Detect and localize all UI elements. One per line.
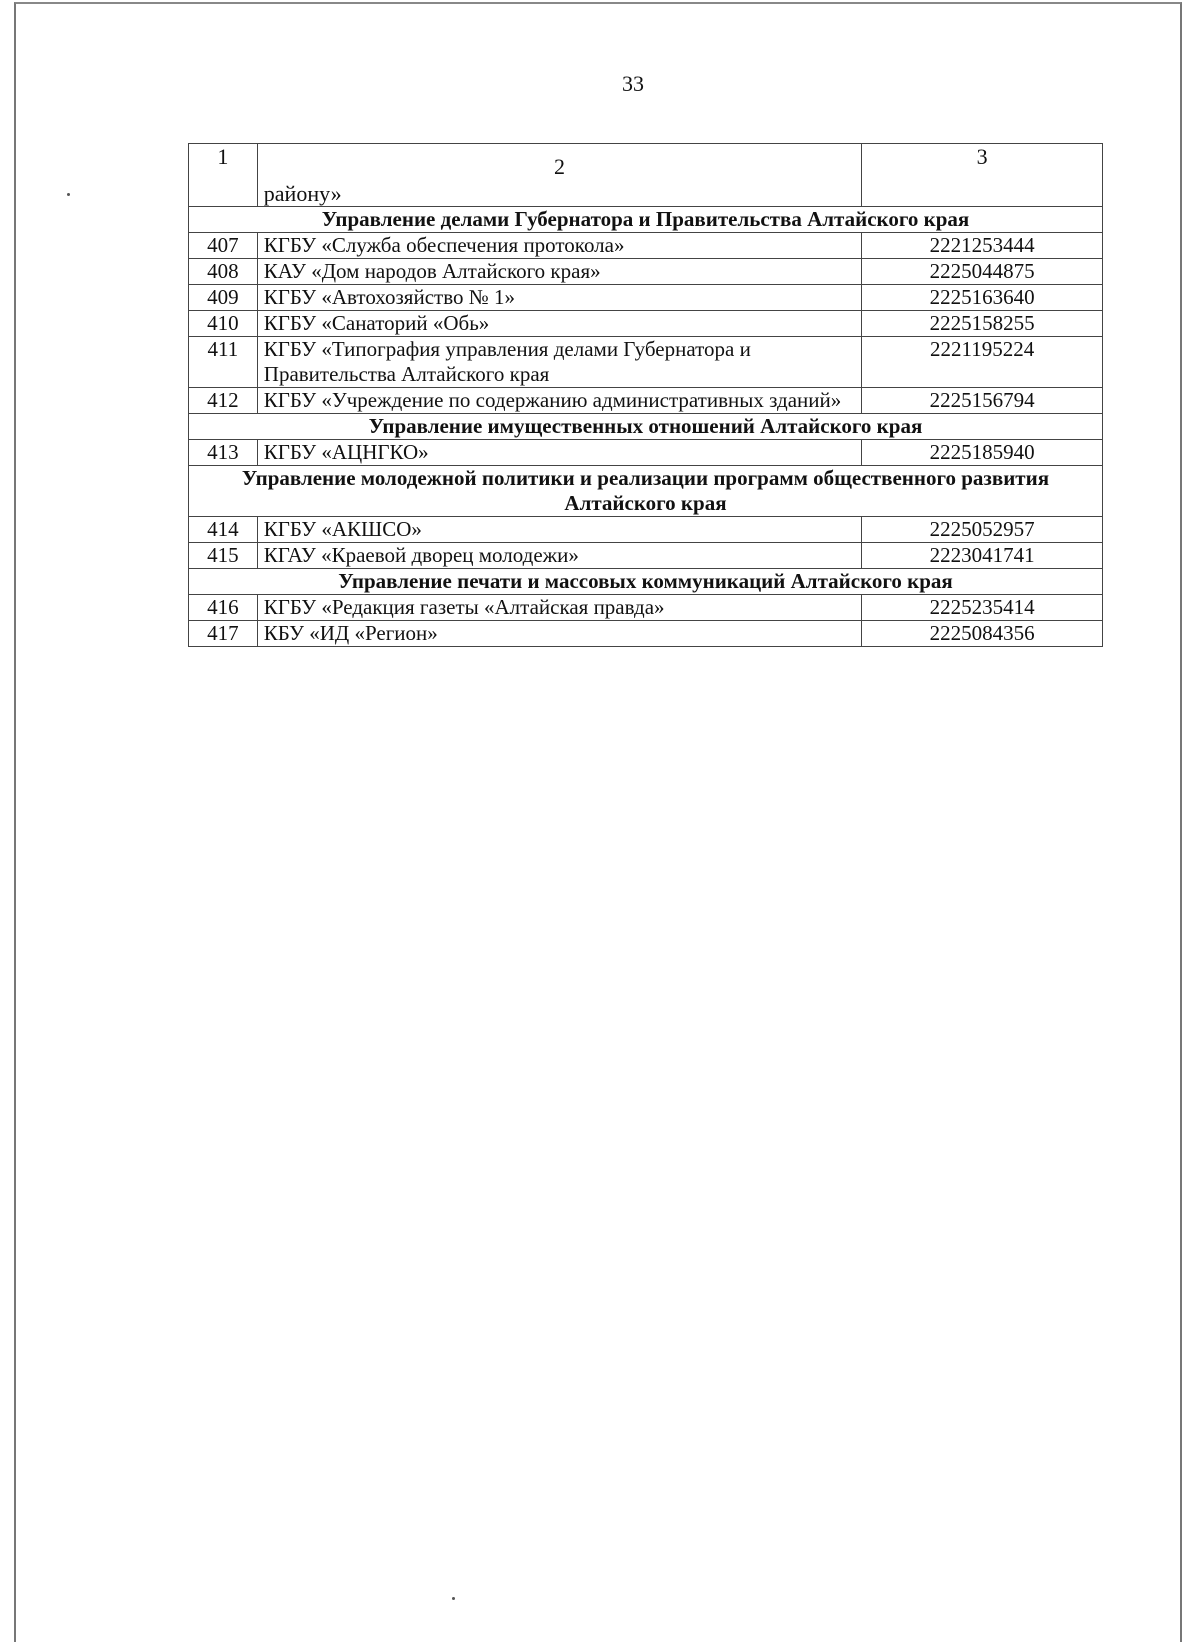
table-row [189,285,1103,311]
row-number: 415 [189,543,258,569]
table-row [189,543,1103,569]
row-number: 416 [189,595,258,621]
organization-name: КГАУ «Краевой дворец молодежи» [257,543,861,569]
row-number: 407 [189,233,258,259]
table-row [189,337,1103,388]
header-cell-3: 3 [862,144,1103,207]
table-row [189,595,1103,621]
organization-name: КАУ «Дом народов Алтайского края» [257,259,861,285]
table-row [189,440,1103,466]
inn-code: 2221195224 [862,337,1103,388]
section-title: Управление печати и массовых коммуникаций Алтайского края [189,569,1103,595]
section-title: Управление молодежной политики и реализации программ общественного развития Алтайского края [189,466,1103,517]
row-number: 411 [189,337,258,388]
table-header-row [189,144,1103,207]
organization-name: КБУ «ИД «Регион» [257,621,861,647]
row-number: 417 [189,621,258,647]
table-row [189,621,1103,647]
row-number: 408 [189,259,258,285]
row-number: 410 [189,311,258,337]
organization-name: КГБУ «АЦНГКО» [257,440,861,466]
inn-code: 2225158255 [862,311,1103,337]
section-header-row [189,414,1103,440]
inn-code: 2225052957 [862,517,1103,543]
section-header-row [189,207,1103,233]
section-header-row [189,569,1103,595]
continuation-text: району» [263,181,342,206]
inn-code: 2225084356 [862,621,1103,647]
inn-code: 2225235414 [862,595,1103,621]
table-row [189,259,1103,285]
table-row [189,233,1103,259]
inn-code: 2223041741 [862,543,1103,569]
table-row [189,517,1103,543]
table-row [189,311,1103,337]
organization-name: КГБУ «Редакция газеты «Алтайская правда» [257,595,861,621]
organization-name: КГБУ «Санаторий «Обь» [257,311,861,337]
inn-code: 2225044875 [862,259,1103,285]
inn-code: 2221253444 [862,233,1103,259]
section-title: Управление делами Губернатора и Правительства Алтайского края [189,207,1103,233]
section-title: Управление имущественных отношений Алтайского края [189,414,1103,440]
organization-name: КГБУ «Учреждение по содержанию административных зданий» [257,388,861,414]
organization-name: КГБУ «АКШСО» [257,517,861,543]
organization-name: КГБУ «Автохозяйство № 1» [257,285,861,311]
inn-code: 2225156794 [862,388,1103,414]
table-body [189,144,1103,647]
header-cell-1: 1 [189,144,258,207]
scan-speck [67,193,70,196]
header-cell-2-label: 2 [554,154,566,179]
row-number: 412 [189,388,258,414]
row-number: 409 [189,285,258,311]
organizations-table [188,143,1103,647]
section-header-row [189,466,1103,517]
organization-name: КГБУ «Служба обеспечения протокола» [257,233,861,259]
inn-code: 2225163640 [862,285,1103,311]
inn-code: 2225185940 [862,440,1103,466]
table-row [189,388,1103,414]
row-number: 413 [189,440,258,466]
scan-speck [452,1597,455,1600]
row-number: 414 [189,517,258,543]
header-cell-2 [257,144,861,207]
organization-name: КГБУ «Типография управления делами Губернатора и Правительства Алтайского края [257,337,861,388]
page-number: 33 [622,71,644,96]
